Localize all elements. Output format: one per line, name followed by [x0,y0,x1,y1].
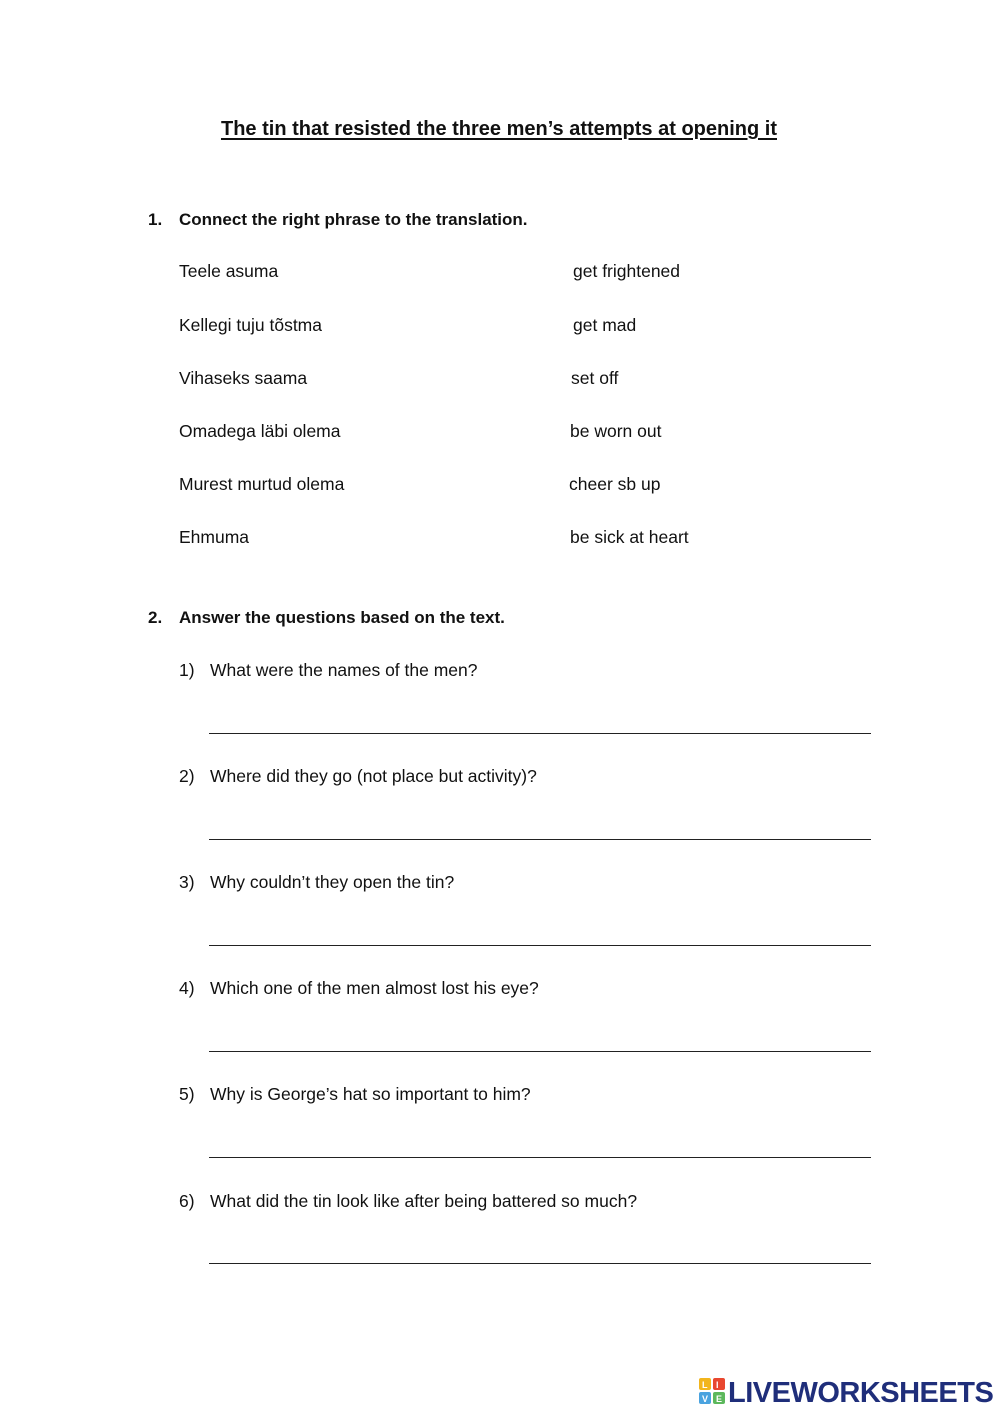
answer-line-3[interactable] [209,945,871,946]
question-text: Why is George’s hat so important to him? [210,1084,531,1104]
liveworksheets-logo [698,1377,993,1409]
svg-text:L: L [702,1379,708,1390]
question-number: 1) [179,660,195,680]
answer-line-2[interactable] [209,839,871,840]
answer-line-4[interactable] [209,1051,871,1052]
translation-item[interactable]: get mad [573,315,637,335]
worksheet-title [0,118,998,141]
question-number: 3) [179,872,195,892]
translation-item[interactable]: set off [571,368,619,388]
question-text: What were the names of the men? [210,660,478,680]
question-text: Where did they go (not place but activity)? [210,766,537,786]
worksheet-title-text: The tin that resisted the three men’s attempts at opening it [220,118,777,140]
answer-line-5[interactable] [209,1157,871,1158]
question-number: 4) [179,978,195,998]
question-text: Which one of the men almost lost his eye? [210,978,539,998]
phrase-item[interactable]: Vihaseks saama [179,368,308,388]
question-text: What did the tin look like after being battered so much? [210,1191,638,1211]
section-2-heading: Answer the questions based on the text. [179,608,505,627]
phrase-item[interactable]: Ehmuma [179,527,250,547]
svg-text:E: E [716,1393,723,1404]
translation-item[interactable]: get frightened [573,261,681,281]
answer-line-6[interactable] [209,1263,871,1264]
translation-item[interactable]: cheer sb up [569,474,661,494]
phrase-item[interactable]: Teele asuma [179,261,279,281]
answer-line-1[interactable] [209,733,871,734]
translation-item[interactable]: be worn out [570,421,662,441]
phrase-item[interactable]: Kellegi tuju tõstma [179,315,322,335]
phrase-item[interactable]: Murest murtud olema [179,474,345,494]
question-number: 2) [179,766,195,786]
translation-item[interactable]: be sick at heart [570,527,689,547]
section-1-heading: Connect the right phrase to the translation. [179,210,528,229]
question-number: 5) [179,1084,195,1104]
svg-text:I: I [716,1379,719,1390]
phrase-item[interactable]: Omadega läbi olema [179,421,341,441]
question-text: Why couldn’t they open the tin? [210,872,455,892]
question-number: 6) [179,1191,195,1211]
logo-text: LIVEWORKSHEETS [728,1376,994,1409]
svg-text:V: V [702,1393,709,1404]
section-1-number: 1. [148,210,163,229]
liveworksheets-logo-icon [698,1377,726,1410]
section-2-number: 2. [148,608,163,627]
